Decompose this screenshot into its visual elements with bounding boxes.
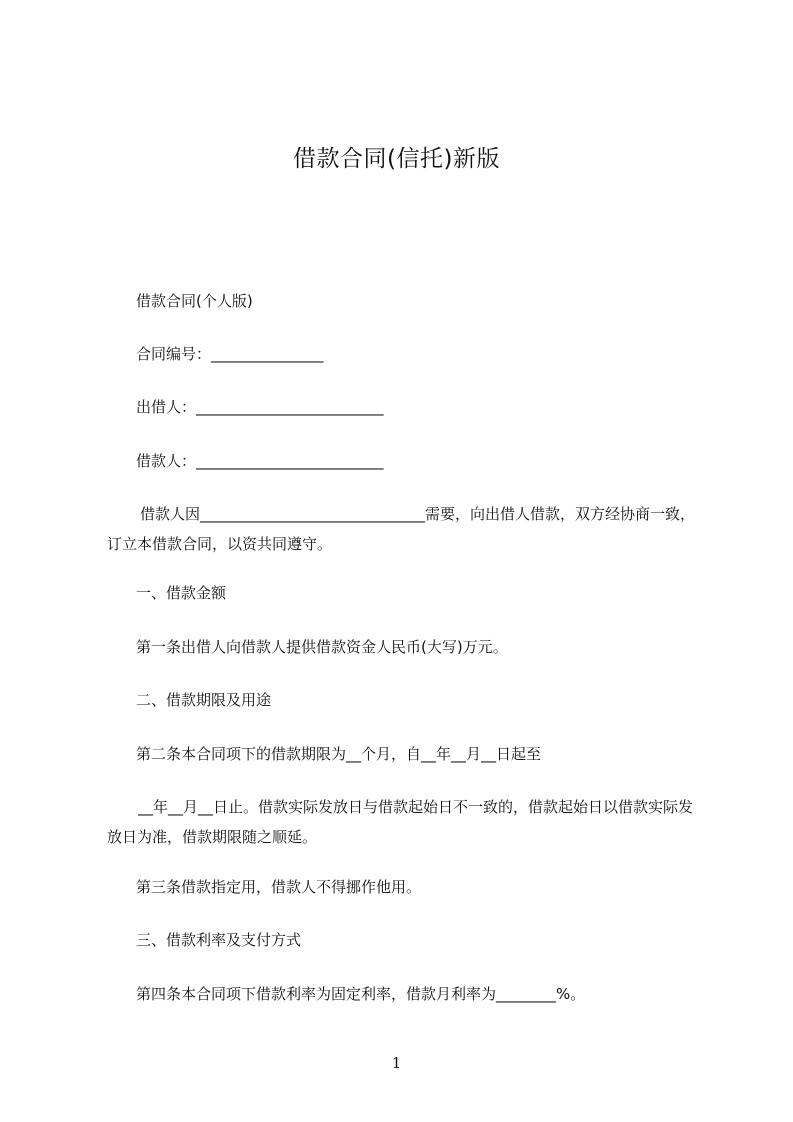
article-4: 第四条本合同项下借款利率为固定利率，借款月利率为________%。 <box>136 985 586 1003</box>
article-1: 第一条出借人向借款人提供借款资金人民币(大写)万元。 <box>136 638 508 656</box>
intro-paragraph: 借款人因______________________________需要，向出借人借款，双方经协商一致，订立本借款合同，以资共同遵守。 <box>107 505 696 553</box>
document-title: 借款合同(信托)新版 <box>293 146 500 172</box>
article-2: 第二条本合同项下的借款期限为__个月，自__年__月__日起至 <box>136 745 542 763</box>
section-heading-term: 二、借款期限及用途 <box>136 691 272 709</box>
article-2-continued: __年__月__日止。借款实际发放日与借款起始日不一致的，借款起始日以借款实际发放日为准，借款期限随之顺延。 <box>107 798 694 846</box>
section-heading-amount: 一、借款金额 <box>136 584 227 602</box>
borrower-line: 借款人：_________________________ <box>136 452 384 470</box>
subtitle-line: 借款合同(个人版) <box>136 292 253 310</box>
section-heading-interest: 三、借款利率及支付方式 <box>136 931 302 949</box>
page-number: 1 <box>391 1054 402 1072</box>
article-3: 第三条借款指定用，借款人不得挪作他用。 <box>136 878 422 896</box>
lender-line: 出借人：_________________________ <box>136 398 384 416</box>
contract-number-line: 合同编号：_______________ <box>136 345 324 363</box>
